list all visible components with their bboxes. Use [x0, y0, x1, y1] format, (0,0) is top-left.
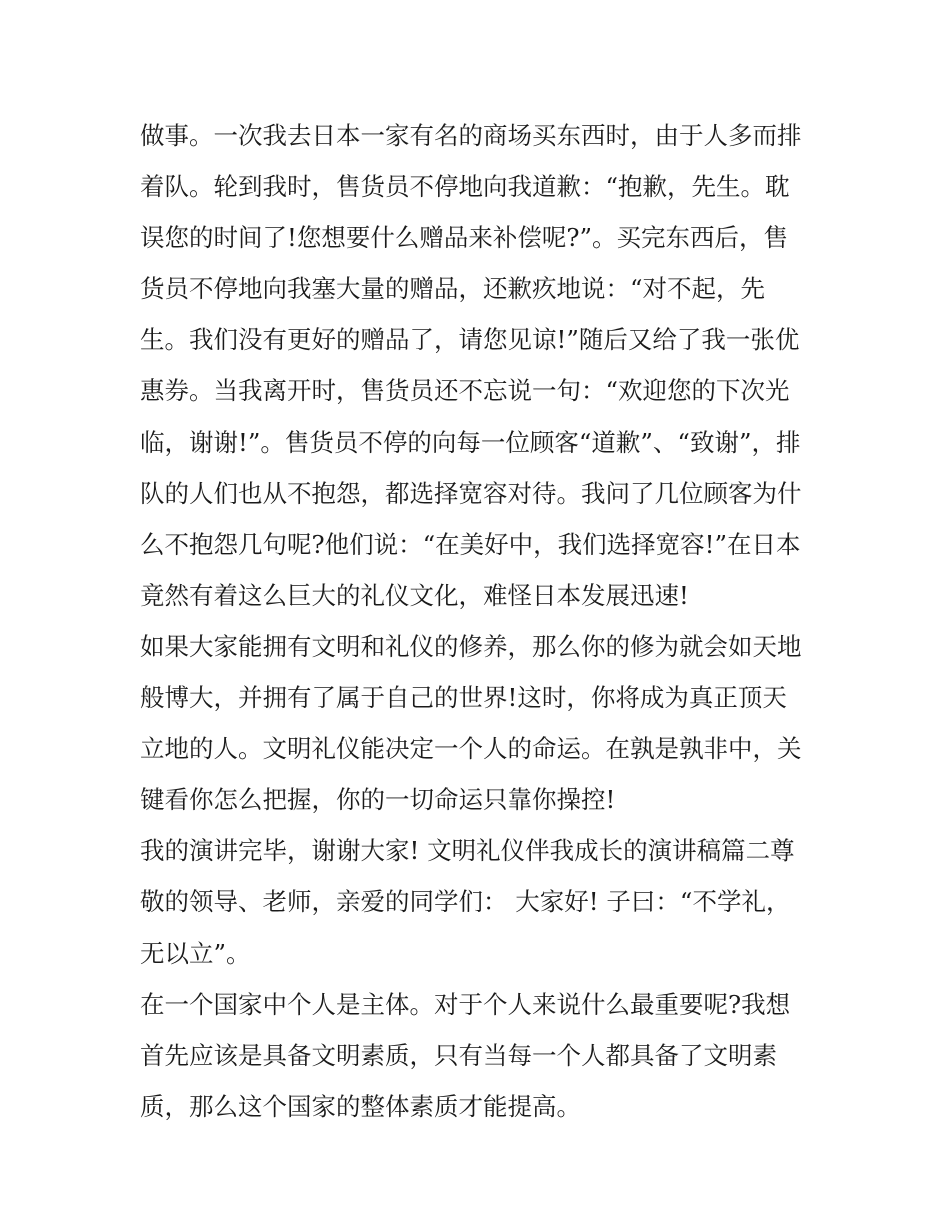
text-line: 如果大家能拥有文明和礼仪的修养，那么你的修为就会如天地	[140, 631, 802, 661]
text-line: 着队。轮到我时，售货员不停地向我道歉：“抱歉，先生。耽	[140, 172, 790, 202]
text-line: 般博大，并拥有了属于自己的世界!这时，你将成为真正顶天	[140, 683, 787, 713]
text-line: 竟然有着这么巨大的礼仪文化，难怪日本发展迅速!	[140, 580, 689, 610]
text-line: 敬的领导、老师，亲爱的同学们： 大家好! 子曰：“不学礼，	[140, 887, 791, 917]
text-line: 货员不停地向我塞大量的赠品，还歉疚地说：“对不起，先	[140, 274, 766, 304]
text-line: 首先应该是具备文明素质，只有当每一个人都具备了文明素	[140, 1040, 777, 1070]
text-line: 队的人们也从不抱怨，都选择宽容对待。我问了几位顾客为什	[140, 478, 802, 508]
text-line: 生。我们没有更好的赠品了，请您见谅!”随后又给了我一张优	[140, 325, 800, 355]
text-line: 惠券。当我离开时，售货员还不忘说一句：“欢迎您的下次光	[140, 376, 790, 406]
text-line: 临，谢谢!”。售货员不停的向每一位顾客“道歉”、“致谢”，排	[140, 427, 801, 457]
text-line: 在一个国家中个人是主体。对于个人来说什么最重要呢?我想	[140, 989, 791, 1019]
text-line: 误您的时间了!您想要什么赠品来补偿呢?”。买完东西后，售	[140, 223, 789, 253]
text-line: 质，那么这个国家的整体素质才能提高。	[140, 1091, 581, 1121]
text-line: 做事。一次我去日本一家有名的商场买东西时，由于人多而排	[140, 121, 802, 150]
text-line: 键看你怎么把握，你的一切命运只靠你操控!	[140, 785, 616, 815]
text-line: 立地的人。文明礼仪能决定一个人的命运。在孰是孰非中，关	[140, 734, 802, 764]
text-line: 无以立”。	[140, 938, 251, 968]
text-line: 么不抱怨几句呢?他们说：“在美好中，我们选择宽容!”在日本	[140, 529, 801, 559]
body-text	[140, 110, 820, 1132]
text-line: 我的演讲完毕，谢谢大家! 文明礼仪伴我成长的演讲稿篇二尊	[140, 836, 795, 866]
